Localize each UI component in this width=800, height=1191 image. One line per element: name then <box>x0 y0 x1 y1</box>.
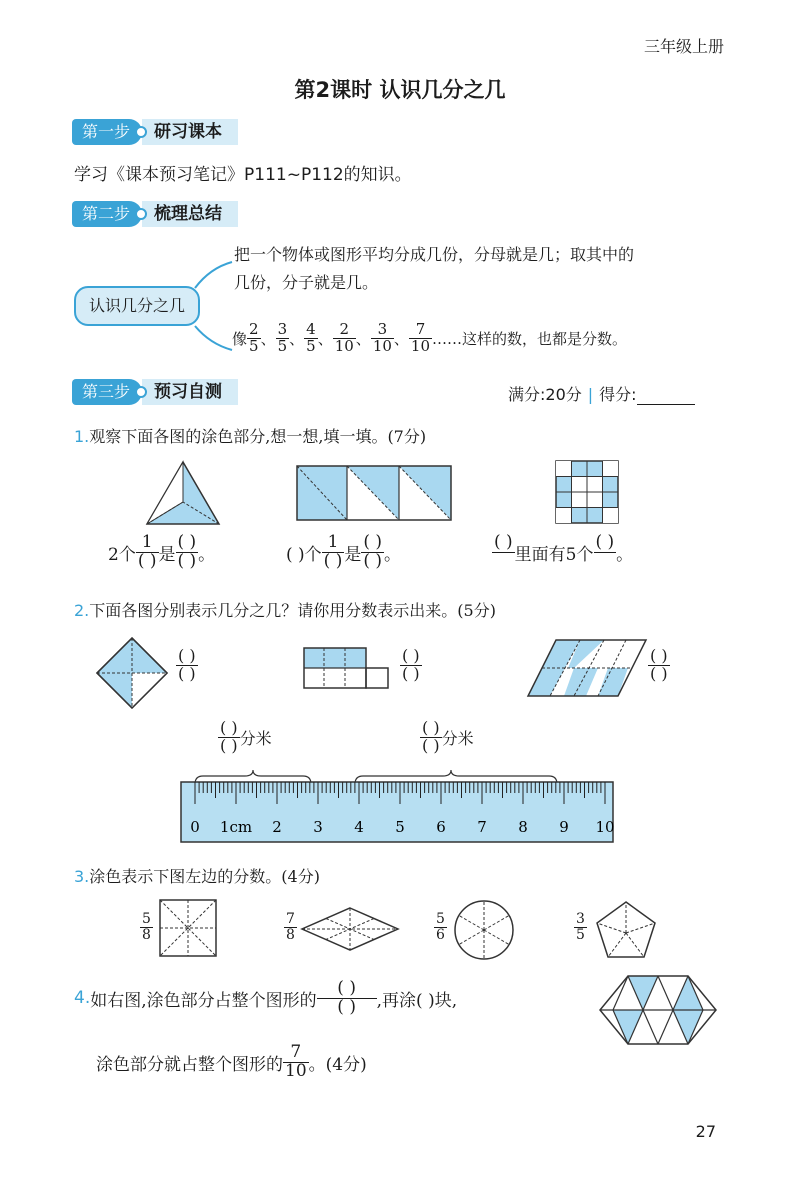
blank-input[interactable]: ( ) <box>422 718 440 737</box>
step-3-tab: 预习自测 <box>142 379 238 405</box>
q2-text: 下面各图分别表示几分之几？请你用分数表示出来。(5分) <box>89 601 496 620</box>
fraction: $\frac{7}{10}$ <box>285 1042 307 1081</box>
fraction: $\frac{2}{10}$ <box>334 320 354 355</box>
score-box <box>508 382 695 405</box>
summary-node: 认识几分之几 <box>74 286 200 326</box>
step-3-banner <box>72 378 238 406</box>
ruler-number: 2 <box>272 818 282 836</box>
q1a-end: 。 <box>198 544 216 565</box>
fraction: $\frac{1}{( )}$ <box>323 532 343 571</box>
blank-input[interactable]: ( ) <box>220 718 238 737</box>
fraction: $\frac{2}{5}$ <box>249 320 259 355</box>
sep: 、 <box>317 329 333 348</box>
q3-frac-2: $\frac{7}{8}$ <box>286 911 295 943</box>
q3-pentagon-shape[interactable] <box>594 900 658 960</box>
fraction: $\frac{1}{( )}$ <box>137 532 157 571</box>
blank-input[interactable]: ( ) <box>337 978 356 998</box>
summary-example-line <box>232 322 627 355</box>
sep: 、 <box>355 329 371 348</box>
unit-label: 分米 <box>239 728 272 748</box>
ruler-number: 10 <box>595 818 615 836</box>
q4-text-3: 涂色部分就占整个图形的 <box>96 1054 283 1075</box>
ruler-number: 4 <box>354 818 364 836</box>
q3-frac-3: $\frac{5}{6}$ <box>436 911 445 943</box>
step-2-tab: 梳理总结 <box>142 201 238 227</box>
q2-answer-3 <box>648 648 670 683</box>
blank-input[interactable]: ( ) <box>178 646 196 665</box>
blank-input[interactable]: ( ) <box>337 996 356 1017</box>
ruler-number: 6 <box>436 818 446 836</box>
ruler-number: 1cm <box>219 818 253 836</box>
blank-input[interactable]: ( ) <box>402 663 420 683</box>
blank-input[interactable]: ( ) <box>422 735 440 755</box>
blank-input[interactable] <box>603 553 607 571</box>
blank-input[interactable]: ( ) <box>137 550 157 571</box>
blank-input[interactable]: ( ) <box>650 646 668 665</box>
q3-number: 3. <box>74 867 90 886</box>
q2-bar-figure <box>302 646 390 690</box>
q1-prompt <box>74 424 426 447</box>
sep: 、 <box>289 329 305 348</box>
unit-label: 分米 <box>441 728 474 748</box>
score-input[interactable] <box>637 385 695 405</box>
blank-input[interactable]: ( ) <box>177 550 197 571</box>
fraction <box>492 534 515 571</box>
q3-prompt <box>74 864 320 887</box>
blank-input[interactable]: ( ) <box>402 646 420 665</box>
q1-rectangle-figure <box>295 464 457 522</box>
fraction <box>594 534 617 571</box>
blank-input[interactable]: ( ) <box>177 532 197 552</box>
q1a-pre: 2个 <box>108 544 136 565</box>
ruler-figure <box>175 764 620 846</box>
q1b-mid: 是 <box>344 544 362 565</box>
q3-circle-shape[interactable] <box>452 898 516 962</box>
study-instruction: 学习《课本预习笔记》P111~P112的知识。 <box>74 165 412 185</box>
fraction: $\frac{7}{10}$ <box>410 320 431 355</box>
ruler-label-2 <box>420 720 474 755</box>
sep: 、 <box>260 329 276 348</box>
blank-input[interactable]: ( ) <box>363 532 383 552</box>
step-3-label: 第三步 <box>72 379 142 405</box>
blank-input[interactable] <box>501 553 505 571</box>
ruler-number: 0 <box>190 818 200 836</box>
q4-number: 4. <box>74 988 91 1009</box>
like-text: 像 <box>232 329 248 348</box>
ruler-number: 9 <box>559 818 569 836</box>
ruler-number: 7 <box>477 818 487 836</box>
step-1-banner <box>72 118 238 146</box>
step-dot <box>135 386 147 398</box>
q2-parallelogram-figure <box>526 638 648 698</box>
blank-input[interactable]: ( ) <box>494 532 513 552</box>
sep: 、 <box>393 329 409 348</box>
q3-text: 涂色表示下图左边的分数。(4分) <box>89 867 320 886</box>
q1a-mid: 是 <box>158 544 176 565</box>
q1-answer-b <box>286 534 401 571</box>
q1-number: 1. <box>74 427 90 446</box>
got-score-label: 得分: <box>599 385 637 404</box>
fraction: $\frac{4}{5}$ <box>306 320 316 355</box>
ruler-number: 5 <box>395 818 405 836</box>
q4-text-2: ,再涂( )块, <box>376 990 458 1011</box>
ruler-label-1 <box>218 720 272 755</box>
step-dot <box>135 208 147 220</box>
q1b-end: 。 <box>384 544 402 565</box>
page-number: 27 <box>695 1122 716 1141</box>
fraction: $\frac{3}{10}$ <box>372 320 392 355</box>
fraction: $\frac{3}{5}$ <box>277 320 288 355</box>
q4-hexagon-figure <box>598 974 718 1046</box>
q2-prompt <box>74 598 496 621</box>
summary-line-2: 几份，分子就是几。 <box>234 273 379 292</box>
q1c-mid: 里面有5个 <box>514 544 594 565</box>
q3-frac-4: $\frac{3}{5}$ <box>576 911 585 943</box>
q1-grid-figure <box>555 460 619 524</box>
full-score: 满分:20分 <box>508 385 582 404</box>
summary-tail: ……这样的数，也都是分数。 <box>432 329 628 348</box>
ruler-number: 8 <box>518 818 528 836</box>
step-dot <box>135 126 147 138</box>
fraction <box>317 980 377 1017</box>
blank-input[interactable]: ( )个 <box>286 544 322 565</box>
step-1-tab: 研习课本 <box>142 119 238 145</box>
q2-answer-2 <box>400 648 422 683</box>
fraction <box>176 534 199 571</box>
blank-input[interactable]: ( ) <box>650 663 668 683</box>
q4-text-4: 。(4分) <box>308 1054 367 1075</box>
q4-line-1 <box>74 980 457 1017</box>
step-1-label: 第一步 <box>72 119 142 145</box>
fraction <box>361 534 384 571</box>
step-2-label: 第二步 <box>72 201 142 227</box>
q3-rhombus-shape[interactable] <box>300 906 400 952</box>
q1-answer-a <box>108 534 215 571</box>
q3-square-shape[interactable] <box>158 898 218 958</box>
ruler-number: 3 <box>313 818 323 836</box>
q1-triangle-figure <box>145 460 225 526</box>
lesson-title: 第2课时 认识几分之几 <box>294 78 506 102</box>
step-2-banner <box>72 200 238 228</box>
score-divider: | <box>587 385 594 404</box>
q4-line-2 <box>96 1044 367 1081</box>
q1-answer-c <box>492 534 633 571</box>
blank-input[interactable]: ( ) <box>595 532 615 552</box>
q3-frac-1: $\frac{5}{8}$ <box>142 911 151 943</box>
q2-number: 2. <box>74 601 90 620</box>
summary-line-1: 把一个物体或图形平均分成几份，分母就是几；取其中的 <box>234 245 635 264</box>
grade-label: 三年级上册 <box>643 37 724 56</box>
blank-input[interactable]: ( ) <box>178 663 196 683</box>
blank-input[interactable]: ( ) <box>220 735 238 755</box>
q1c-end: 。 <box>616 544 634 565</box>
q1-text: 观察下面各图的涂色部分,想一想,填一填。(7分) <box>89 427 427 446</box>
q2-answer-1 <box>176 648 198 683</box>
q4-text-1: 如右图,涂色部分占整个图形的 <box>90 990 317 1011</box>
blank-input[interactable]: ( ) <box>323 550 343 571</box>
blank-input[interactable]: ( ) <box>363 550 383 571</box>
q2-square-figure <box>95 636 169 710</box>
